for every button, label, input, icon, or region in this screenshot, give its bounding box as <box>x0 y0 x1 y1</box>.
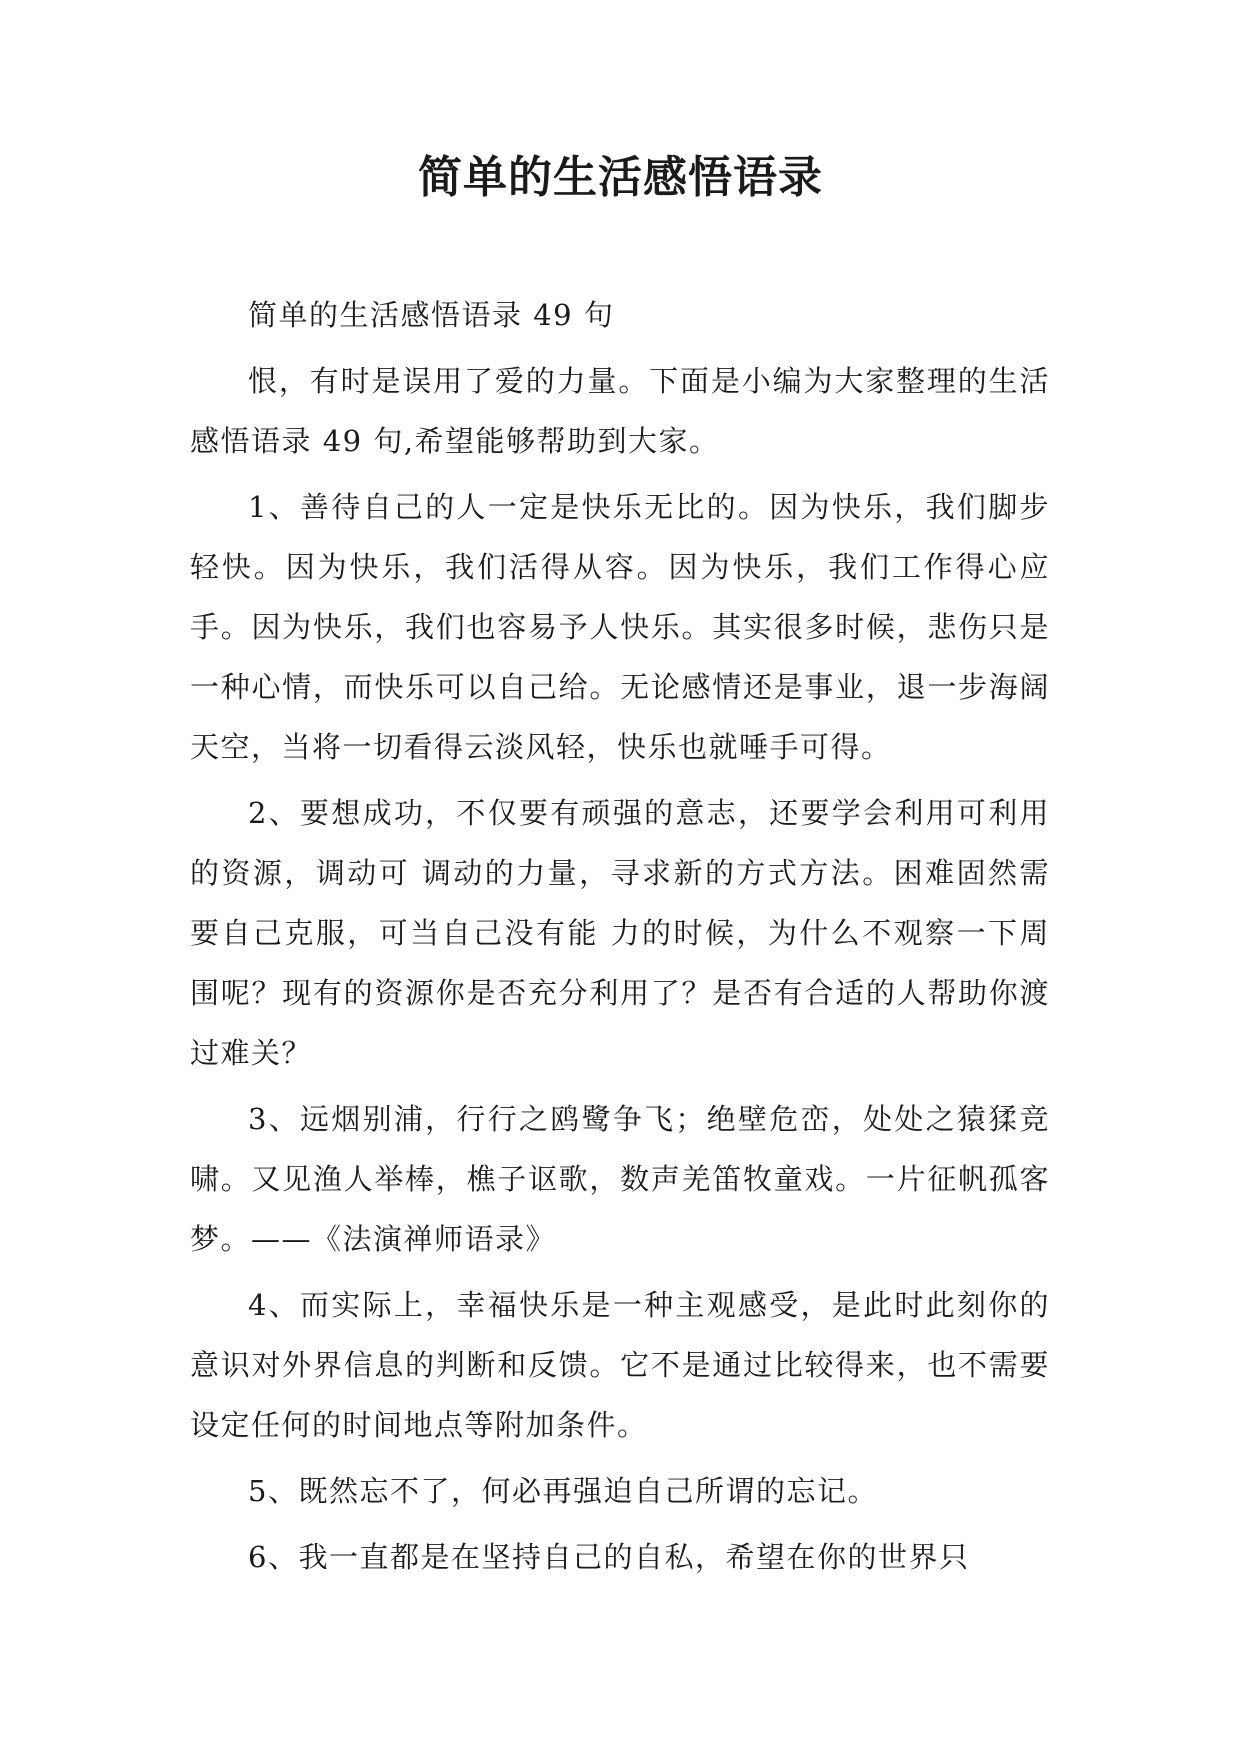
document-body <box>190 285 1050 1593</box>
document-title: 简单的生活感悟语录 <box>418 152 823 203</box>
paragraph-subtitle: 简单的生活感悟语录 49 句 <box>248 298 615 332</box>
paragraph-item-2: 2、要想成功，不仅要有顽强的意志，还要学会利用可利用的资源，调动可 调动的力量，寻求新的方式方法。困难固然需要自己克服，可当自己没有能 力的时候，为什么不观察一下周围呢？现有的资源你是否充分利用了？是否有合适的人帮助你渡过难关？ <box>190 796 1050 1070</box>
paragraph-item-6: 6、我一直都是在坚持自己的自私，希望在你的世界只 <box>248 1540 970 1574</box>
paragraph-item-4: 4、而实际上，幸福快乐是一种主观感受，是此时此刻你的意识对外界信息的判断和反馈。它不是通过比较得来，也不需要设定任何的时间地点等附加条件。 <box>190 1288 1050 1442</box>
paragraph-item-3: 3、远烟别浦，行行之鸥鹭争飞；绝壁危峦，处处之猿猱竞啸。又见渔人举棒，樵子讴歌，数声羌笛牧童戏。一片征帆孤客梦。——《法演禅师语录》 <box>190 1102 1050 1256</box>
paragraph-intro: 恨，有时是误用了爱的力量。下面是小编为大家整理的生活感悟语录 49 句,希望能够帮助到大家。 <box>190 364 1050 458</box>
paragraph-item-5: 5、既然忘不了，何必再强迫自己所谓的忘记。 <box>248 1474 878 1508</box>
paragraph-item-1: 1、善待自己的人一定是快乐无比的。因为快乐，我们脚步轻快。因为快乐，我们活得从容。因为快乐，我们工作得心应手。因为快乐，我们也容易予人快乐。其实很多时候，悲伤只是一种心情，而快乐可以自己给。无论感情还是事业，退一步海阔天空，当将一切看得云淡风轻，快乐也就唾手可得。 <box>190 490 1050 764</box>
